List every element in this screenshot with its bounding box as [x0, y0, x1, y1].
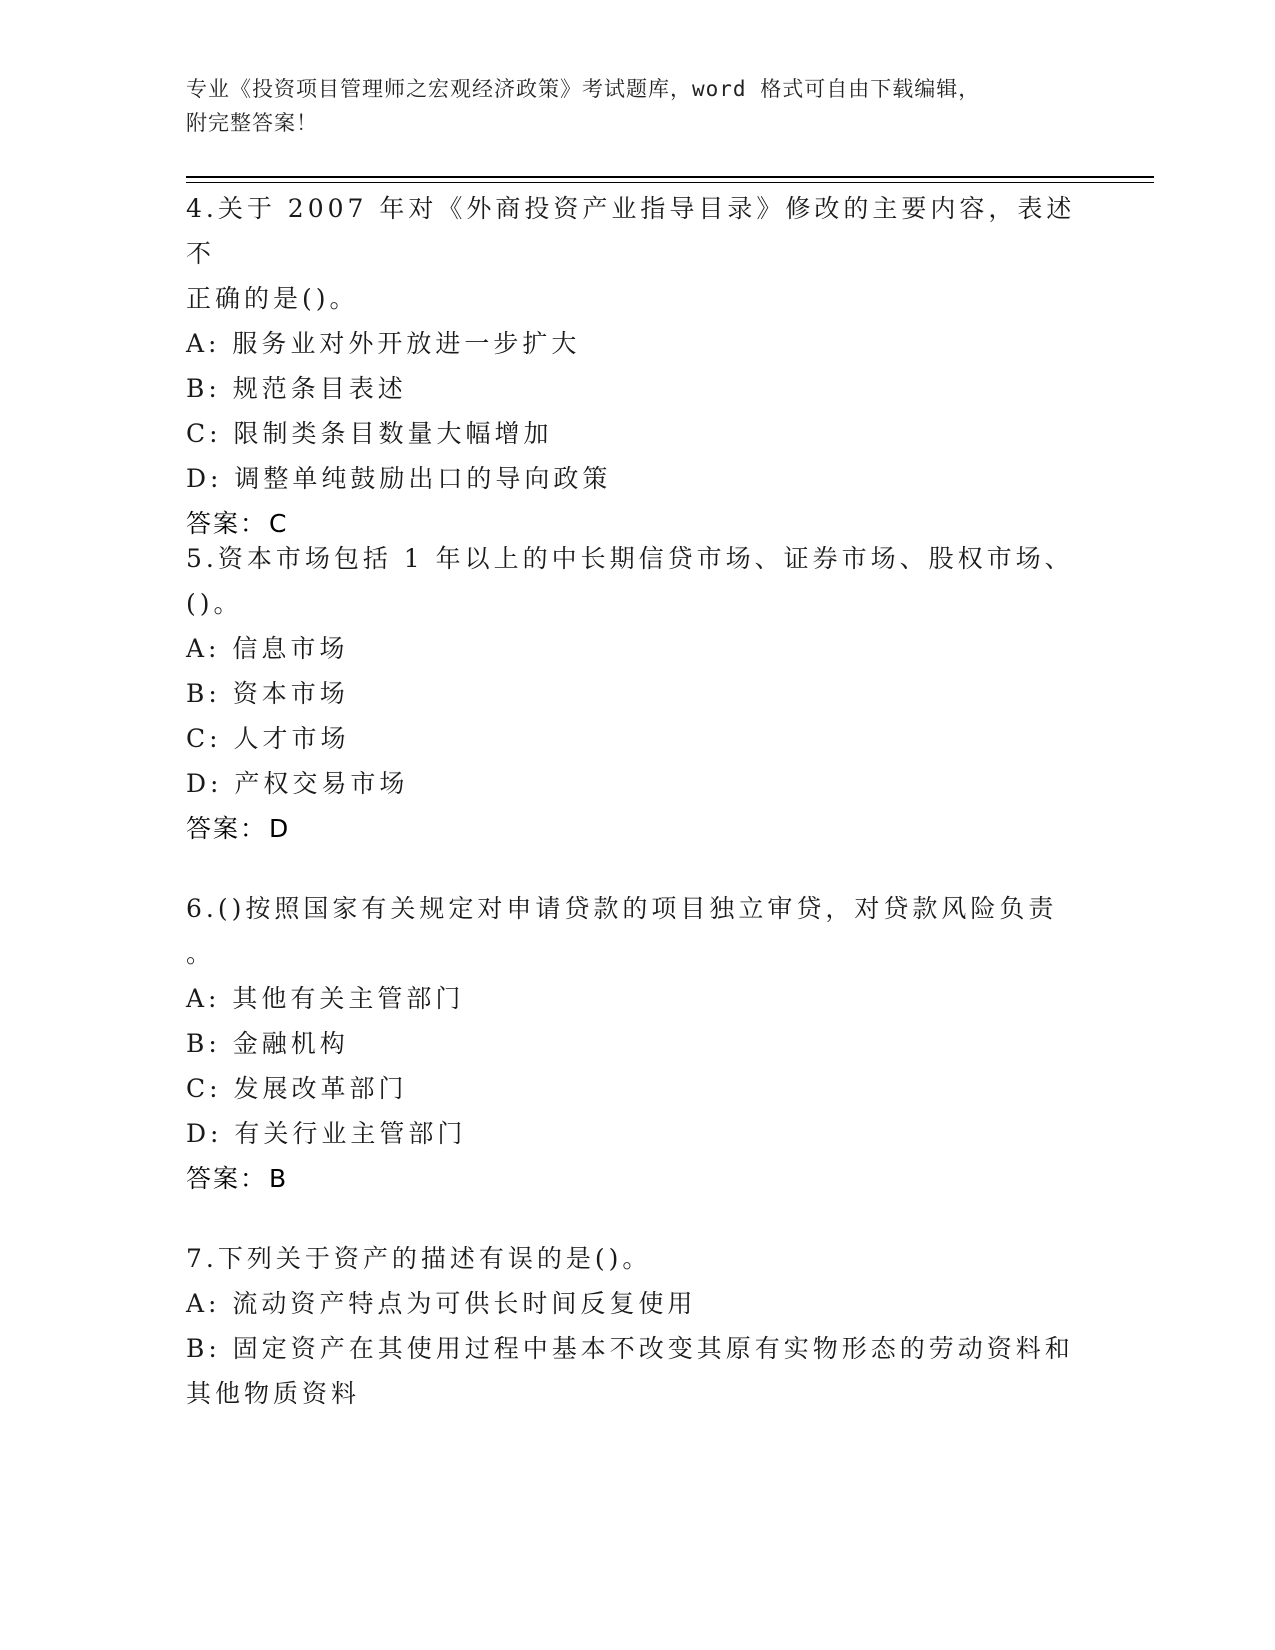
option-d: D: 有关行业主管部门 [186, 1119, 467, 1148]
question-stem: 4.关于 2007 年对《外商投资产业指导目录》修改的主要内容，表述不 [186, 194, 1076, 268]
answer-label: 答案： [186, 509, 268, 538]
intro-line-1: 专业《投资项目管理师之宏观经济政策》考试题库，word 格式可自由下载编辑， [186, 77, 981, 101]
option-c: C: 人才市场 [186, 724, 350, 753]
question-stem: 7.下列关于资产的描述有误的是()。 [186, 1244, 652, 1273]
option-b-continued: 其他物质资料 [186, 1379, 361, 1408]
question-5 [186, 536, 1086, 851]
option-b: B: 资本市场 [186, 679, 349, 708]
option-b: B: 金融机构 [186, 1029, 349, 1058]
option-a: A: 流动资产特点为可供长时间反复使用 [186, 1289, 697, 1318]
option-a: A: 服务业对外开放进一步扩大 [186, 329, 581, 358]
question-stem: 5.资本市场包括 1 年以上的中长期信贷市场、证券市场、股权市场、 [186, 544, 1074, 573]
question-6 [186, 886, 1086, 1201]
option-d: D: 产权交易市场 [186, 769, 409, 798]
question-stem: 6.()按照国家有关规定对申请贷款的项目独立审贷，对贷款风险负责 [186, 894, 1058, 923]
option-a: A: 信息市场 [186, 634, 349, 663]
answer-key: D [269, 814, 291, 843]
answer-label: 答案： [186, 814, 268, 843]
option-c: C: 限制类条目数量大幅增加 [186, 419, 553, 448]
header-divider-thin [186, 182, 1154, 183]
answer-label: 答案： [186, 1164, 268, 1193]
option-b: B: 规范条目表述 [186, 374, 407, 403]
option-d: D: 调整单纯鼓励出口的导向政策 [186, 464, 612, 493]
answer-key: B [269, 1164, 289, 1193]
intro-text [186, 72, 1086, 140]
question-stem-continued: ()。 [186, 589, 243, 618]
option-c: C: 发展改革部门 [186, 1074, 408, 1103]
question-stem-continued: 。 [186, 939, 216, 968]
option-b: B: 固定资产在其使用过程中基本不改变其原有实物形态的劳动资料和 [186, 1334, 1074, 1363]
question-stem-continued: 正确的是()。 [186, 284, 359, 313]
answer [186, 1156, 1086, 1201]
answer-key: C [269, 509, 289, 538]
question-4 [186, 186, 1086, 546]
intro-line-2: 附完整答案！ [186, 111, 318, 135]
question-7 [186, 1236, 1086, 1416]
header-divider-thick [186, 176, 1154, 178]
option-a: A: 其他有关主管部门 [186, 984, 465, 1013]
answer [186, 806, 1086, 851]
